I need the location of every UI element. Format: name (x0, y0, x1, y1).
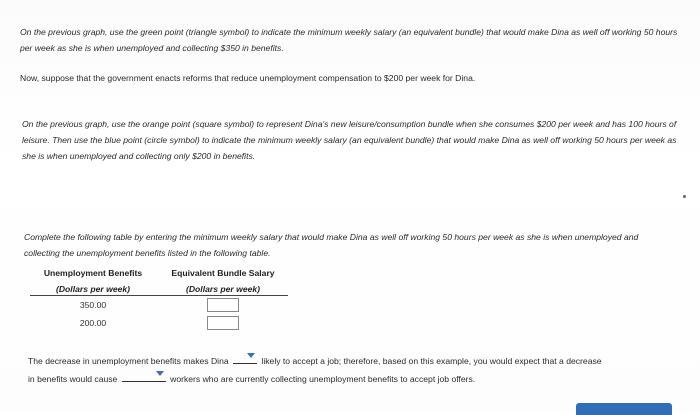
header-equivalent-salary: Equivalent Bundle Salary (171, 268, 275, 278)
workers-dropdown[interactable] (122, 370, 166, 382)
conclusion-part1: The decrease in unemployment benefits makes Dina (28, 356, 229, 366)
instruction-orange-blue-points: On the previous graph, use the orange point (square symbol) to represent Dina's new leisure/consumption bundle when she consumes $200 per week and has 100 hours of leisure. Then use the blue point (circle symbol) to indicate the minimum weekly salary (an equivalent bundle) that would make Dina as well off working 50 hours per week as she is when unemployed and collecting only $200 in benefits. (22, 119, 677, 161)
table-row (30, 314, 290, 332)
benefit-value: 200.00 (79, 318, 107, 328)
benefit-value: 350.00 (79, 300, 107, 310)
submit-button[interactable] (576, 403, 672, 415)
chevron-down-icon (156, 371, 164, 376)
conclusion-sentence (28, 352, 668, 388)
likelihood-dropdown[interactable] (233, 352, 257, 364)
scrollbar-dot (683, 195, 686, 198)
instruction-green-point: On the previous graph, use the green point (triangle symbol) to indicate the minimum weekly salary (an equivalent bundle) that would make Dina as well off working 50 hours per week as she is when unemployed and collecting $350 in benefits. (20, 27, 678, 53)
chevron-down-icon (247, 353, 255, 358)
table-row (30, 296, 290, 314)
salary-table (30, 265, 290, 297)
conclusion-part2: likely to accept a job; therefore, based on this example, you would expect that a decrease (261, 356, 602, 366)
header-benefits-units: (Dollars per week) (55, 284, 131, 294)
instruction-complete-table: Complete the following table by entering the minimum weekly salary that would make Dina as well off working 50 hours per week as she is when unemployed and collecting the unemployment benefits listed in the following table. (24, 232, 639, 258)
conclusion-part4: workers who are currently collecting unemployment benefits to accept job offers. (170, 374, 476, 384)
header-salary-units: (Dollars per week) (185, 284, 261, 294)
instruction-reform: Now, suppose that the government enacts reforms that reduce unemployment compensation to $200 per week for Dina. (20, 73, 476, 83)
conclusion-part3: in benefits would cause (28, 374, 118, 384)
salary-input-350[interactable] (207, 298, 239, 312)
header-unemployment-benefits: Unemployment Benefits (43, 268, 143, 278)
salary-input-200[interactable] (207, 316, 239, 330)
table-header-row (30, 265, 290, 281)
